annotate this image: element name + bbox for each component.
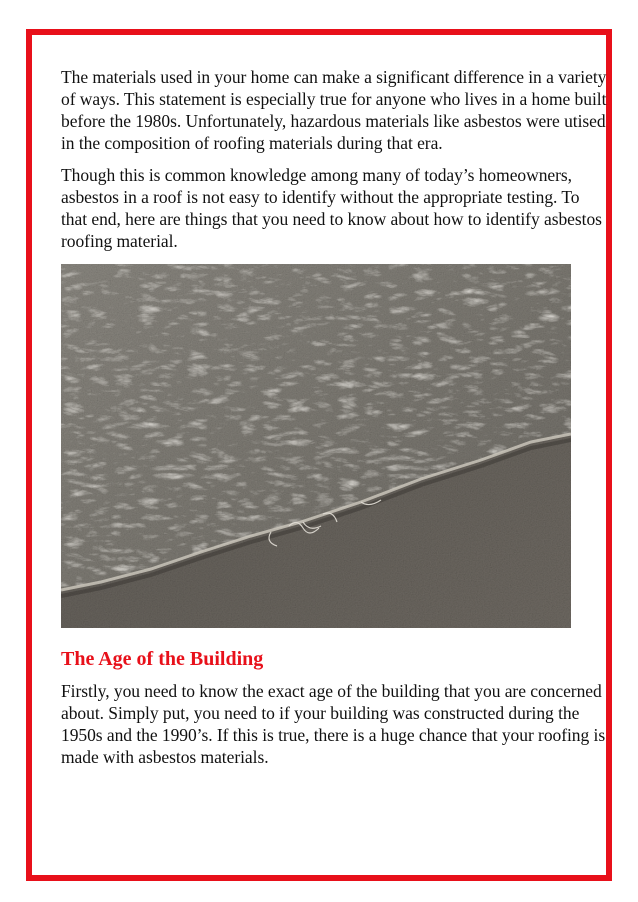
section-heading: The Age of the Building <box>61 648 264 670</box>
knowledge-paragraph: Though this is common knowledge among many of today’s homeowners, asbestos in a roof is not easy to identify without the appropriate testing. To that end, here are things that you need to know about how to identify asbestos roofing material. <box>61 165 602 251</box>
intro-paragraph: The materials used in your home can make a significant difference in a variety of ways. This statement is especially true for anyone who lives in a home built before the 1980s. Unfortunately, hazardous materials like asbestos were utised in the composition of roofing materials during that era. <box>61 67 607 153</box>
document-content <box>61 66 607 768</box>
section-paragraph: Firstly, you need to know the exact age of the building that you are concerned about. Simply put, you need to if your building was constructed during the 1950s and the 1990’s. If this is true, there is a huge chance that your roofing is made with asbestos materials. <box>61 681 606 767</box>
asbestos-roofing-photo <box>61 264 571 628</box>
